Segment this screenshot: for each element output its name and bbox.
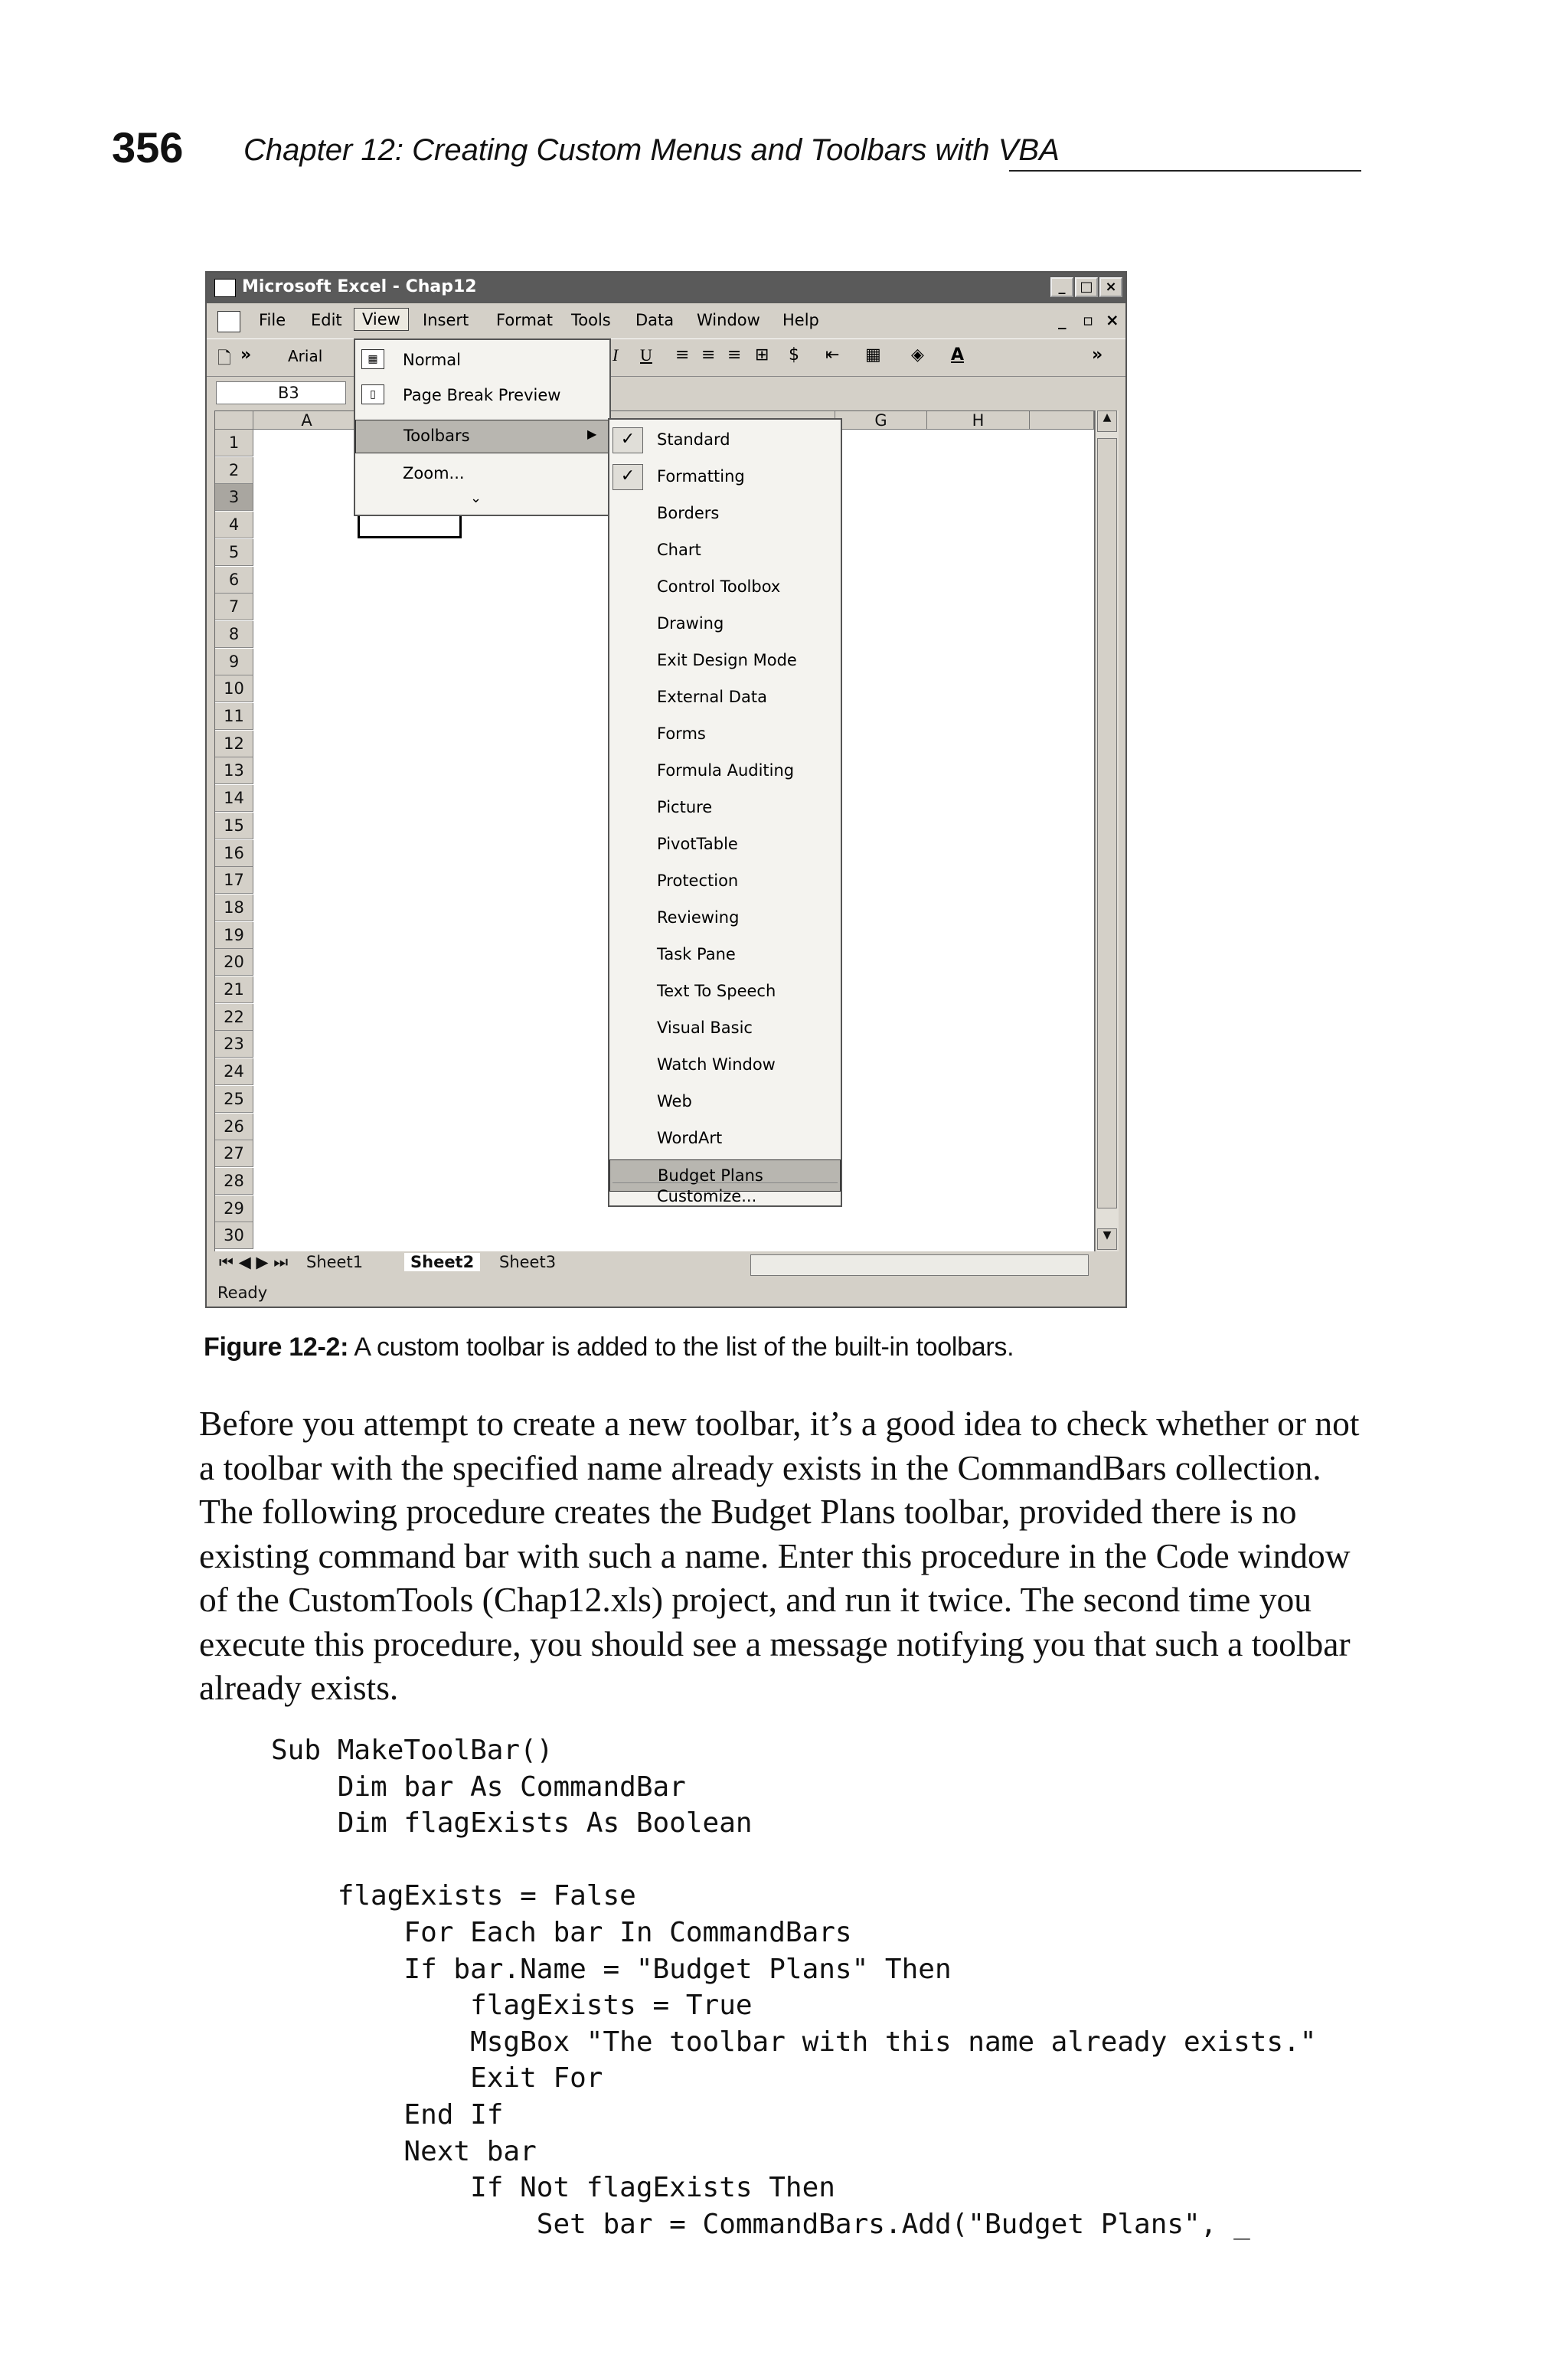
- view-menu-toolbars[interactable]: [355, 420, 609, 453]
- column-header[interactable]: [1030, 411, 1094, 430]
- menu-item-label: External Data: [657, 688, 767, 706]
- row-header[interactable]: 12: [215, 731, 253, 757]
- figure-label: Figure 12-2:: [204, 1333, 349, 1362]
- toolbars-item[interactable]: [609, 1049, 841, 1081]
- menu-item-label: Exit Design Mode: [657, 651, 797, 669]
- excel-screenshot: [205, 271, 1127, 1308]
- underline-icon[interactable]: U: [640, 345, 652, 365]
- toolbars-item[interactable]: [609, 718, 841, 751]
- row-header[interactable]: 30: [215, 1222, 253, 1249]
- doc-restore-icon[interactable]: ▫: [1083, 311, 1094, 329]
- menu-item-label: Task Pane: [657, 945, 736, 963]
- menu-format[interactable]: Format: [496, 311, 554, 329]
- align-center-icon[interactable]: ≡: [701, 345, 716, 365]
- row-header[interactable]: 7: [215, 594, 253, 620]
- menu-tools[interactable]: Tools: [571, 311, 611, 329]
- row-header[interactable]: 24: [215, 1058, 253, 1085]
- toolbars-item[interactable]: [609, 976, 841, 1008]
- menu-item-label: Budget Plans: [658, 1166, 763, 1185]
- menu-file[interactable]: File: [259, 311, 286, 329]
- menu-item-label: Formula Auditing: [657, 761, 795, 780]
- toolbars-item[interactable]: [609, 755, 841, 787]
- row-header[interactable]: 29: [215, 1195, 253, 1222]
- close-button[interactable]: ×: [1099, 277, 1122, 297]
- menu-item-label: Visual Basic: [657, 1019, 753, 1037]
- menu-view[interactable]: View: [354, 308, 409, 331]
- toolbars-submenu: [608, 418, 842, 1207]
- menu-item-label: Picture: [657, 798, 713, 816]
- align-right-icon[interactable]: ≡: [727, 345, 742, 365]
- toolbar-more-icon[interactable]: »: [1092, 345, 1103, 365]
- toolbars-item[interactable]: [609, 829, 841, 861]
- row-header[interactable]: 16: [215, 840, 253, 867]
- toolbars-item[interactable]: [609, 792, 841, 824]
- sheet-tab-1[interactable]: Sheet1: [306, 1253, 364, 1271]
- menu-item-label: Toolbars: [403, 427, 470, 445]
- toolbars-customize[interactable]: [609, 1186, 841, 1207]
- row-header[interactable]: 19: [215, 922, 253, 949]
- checkmark-icon: ✓: [612, 427, 643, 453]
- align-left-icon[interactable]: ≡: [675, 345, 690, 365]
- minimize-button[interactable]: _: [1050, 277, 1073, 297]
- decrease-indent-icon[interactable]: ⇤: [825, 345, 840, 365]
- toolbars-item[interactable]: [609, 682, 841, 714]
- menu-item-label: Reviewing: [657, 908, 740, 927]
- menu-item-label: Watch Window: [657, 1055, 776, 1074]
- toolbars-item[interactable]: [609, 1123, 841, 1155]
- menu-item-label: Borders: [657, 504, 720, 522]
- expand-chevron-icon: ⌄: [470, 490, 482, 506]
- doc-minimize-icon[interactable]: _: [1058, 311, 1067, 329]
- toolbars-item[interactable]: [609, 645, 841, 677]
- view-menu-zoom[interactable]: [355, 459, 609, 490]
- row-header[interactable]: 5: [215, 539, 253, 566]
- normal-view-icon: ▦: [361, 349, 384, 369]
- toolbars-item[interactable]: [609, 498, 841, 530]
- italic-icon[interactable]: I: [612, 345, 619, 365]
- sheet-tab-3[interactable]: Sheet3: [499, 1253, 557, 1271]
- menu-item-label: Control Toolbox: [657, 577, 781, 596]
- row-header[interactable]: 6: [215, 567, 253, 594]
- toolbars-item[interactable]: [609, 902, 841, 934]
- currency-icon[interactable]: $: [789, 345, 799, 365]
- vertical-scrollbar[interactable]: [1095, 410, 1119, 1251]
- new-document-icon[interactable]: 🗋: [217, 349, 231, 368]
- toolbars-item[interactable]: [609, 571, 841, 603]
- submenu-arrow-icon: ▶: [587, 427, 597, 441]
- formatting-toolbar: [207, 338, 1125, 377]
- font-color-icon[interactable]: A: [951, 345, 965, 365]
- scroll-down-icon[interactable]: ▼: [1097, 1228, 1117, 1250]
- sheet-tab-bar: [214, 1251, 1118, 1277]
- body-paragraph: Before you attempt to create a new toolbar, it’s a good idea to check whether or not a toolbar with the specified name already exists in the CommandBars collection. The following procedure creates the Budget Plans toolbar, provided there is no existing command bar with such a name. Enter this procedure in the Code window of the CustomTools (Chap12.xls) project, and run it twice. The second time you execute this procedure, you should see a message notifying you that such a toolbar already exists.: [199, 1404, 1360, 1707]
- menu-separator: [612, 1182, 838, 1183]
- menu-item-label: Drawing: [657, 614, 724, 633]
- toolbar-options-icon[interactable]: »: [240, 345, 252, 365]
- menu-bar: [207, 305, 1125, 337]
- name-box[interactable]: B3: [216, 381, 346, 404]
- tab-scroll-buttons[interactable]: ⏮ ◀ ▶ ⏭: [219, 1253, 289, 1271]
- menu-item-label: Customize...: [657, 1187, 757, 1205]
- menu-item-label: Standard: [657, 430, 730, 449]
- title-bar: [207, 273, 1125, 303]
- view-menu-page-break-preview[interactable]: [355, 381, 609, 412]
- borders-icon[interactable]: ▦: [865, 345, 881, 365]
- header-rule: [1009, 170, 1361, 172]
- fill-color-icon[interactable]: ◈: [911, 345, 924, 365]
- menu-item-label: Page Break Preview: [403, 386, 561, 404]
- row-header[interactable]: 2: [215, 457, 253, 484]
- row-header[interactable]: 18: [215, 894, 253, 921]
- running-head: Chapter 12: Creating Custom Menus and Toolbars with VBA: [243, 133, 1060, 167]
- menu-edit[interactable]: Edit: [311, 311, 342, 329]
- scroll-up-icon[interactable]: ▲: [1097, 410, 1117, 432]
- column-header[interactable]: A: [253, 411, 361, 430]
- menu-item-label: Chart: [657, 541, 701, 559]
- window-title: Microsoft Excel - Chap12: [242, 277, 477, 296]
- sheet-tab-2[interactable]: Sheet2: [404, 1253, 480, 1271]
- row-header[interactable]: 26: [215, 1114, 253, 1140]
- row-header[interactable]: 11: [215, 703, 253, 730]
- toolbars-item[interactable]: [609, 608, 841, 640]
- menu-item-label: Forms: [657, 724, 706, 743]
- menu-item-label: Protection: [657, 872, 739, 890]
- column-header[interactable]: H: [927, 411, 1030, 430]
- status-text: Ready: [217, 1284, 268, 1302]
- menu-expand[interactable]: [355, 490, 609, 512]
- row-header[interactable]: 10: [215, 675, 253, 702]
- menu-item-label: WordArt: [657, 1129, 723, 1147]
- row-header[interactable]: 22: [215, 1004, 253, 1031]
- menu-item-label: Formatting: [657, 467, 745, 486]
- row-header[interactable]: 15: [215, 813, 253, 839]
- row-header[interactable]: 3: [215, 484, 253, 511]
- menu-item-label: Text To Speech: [657, 982, 776, 1000]
- row-header[interactable]: 1: [215, 430, 253, 456]
- toolbars-item[interactable]: [609, 1086, 841, 1118]
- row-header[interactable]: 14: [215, 785, 253, 812]
- excel-app-icon: [214, 279, 236, 297]
- doc-close-icon[interactable]: ×: [1106, 311, 1119, 329]
- caption-text: A custom toolbar is added to the list of the built-in toolbars.: [354, 1333, 1014, 1362]
- page-break-icon: ▯: [361, 384, 384, 404]
- row-header[interactable]: 20: [215, 949, 253, 976]
- menu-item-label: Normal: [403, 351, 461, 369]
- menu-insert[interactable]: Insert: [423, 311, 469, 329]
- row-header[interactable]: 28: [215, 1168, 253, 1195]
- code-listing: Sub MakeToolBar() Dim bar As CommandBar Dim flagExists As Boolean flagExists = False For Each bar In CommandBars If bar.Name = "Budget Plans" Then flagExists = True MsgBox "The toolbar with this name already exists." Exit For End If Next bar If Not flagExists Then Set bar = CommandBars.Add("Budget Plans", _: [271, 1735, 1317, 2240]
- toolbars-item[interactable]: [609, 1012, 841, 1045]
- horizontal-scrollbar[interactable]: [750, 1254, 1089, 1276]
- row-header[interactable]: 13: [215, 757, 253, 784]
- row-header[interactable]: 23: [215, 1031, 253, 1058]
- row-header[interactable]: 17: [215, 867, 253, 894]
- merge-center-icon[interactable]: ⊞: [755, 345, 769, 365]
- view-menu: [354, 338, 611, 516]
- checkmark-icon: ✓: [612, 464, 643, 490]
- view-menu-normal[interactable]: [355, 346, 609, 377]
- toolbars-item[interactable]: [609, 461, 841, 493]
- toolbars-item[interactable]: [609, 939, 841, 971]
- menu-item-label: PivotTable: [657, 835, 738, 853]
- row-header[interactable]: 9: [215, 649, 253, 675]
- page-number: 356: [112, 123, 184, 172]
- toolbars-item[interactable]: [609, 424, 841, 456]
- menu-window[interactable]: Window: [697, 311, 760, 329]
- toolbars-item[interactable]: [609, 535, 841, 567]
- scroll-thumb[interactable]: [1097, 438, 1117, 1208]
- status-bar: [207, 1279, 1125, 1307]
- toolbars-item[interactable]: [609, 865, 841, 898]
- workbook-icon[interactable]: [217, 311, 240, 332]
- menu-item-label: Web: [657, 1092, 692, 1110]
- row-header[interactable]: 27: [215, 1140, 253, 1167]
- row-header[interactable]: 4: [215, 512, 253, 538]
- font-box[interactable]: Arial: [288, 347, 323, 365]
- row-header[interactable]: 25: [215, 1086, 253, 1113]
- maximize-button[interactable]: □: [1075, 277, 1098, 297]
- menu-help[interactable]: Help: [782, 311, 819, 329]
- row-header[interactable]: 8: [215, 621, 253, 648]
- menu-item-label: Zoom...: [403, 464, 465, 482]
- column-header[interactable]: G: [835, 411, 927, 430]
- menu-data[interactable]: Data: [635, 311, 675, 329]
- row-header[interactable]: 21: [215, 976, 253, 1003]
- figure-caption: [204, 1333, 1014, 1362]
- select-all-corner[interactable]: [215, 411, 253, 430]
